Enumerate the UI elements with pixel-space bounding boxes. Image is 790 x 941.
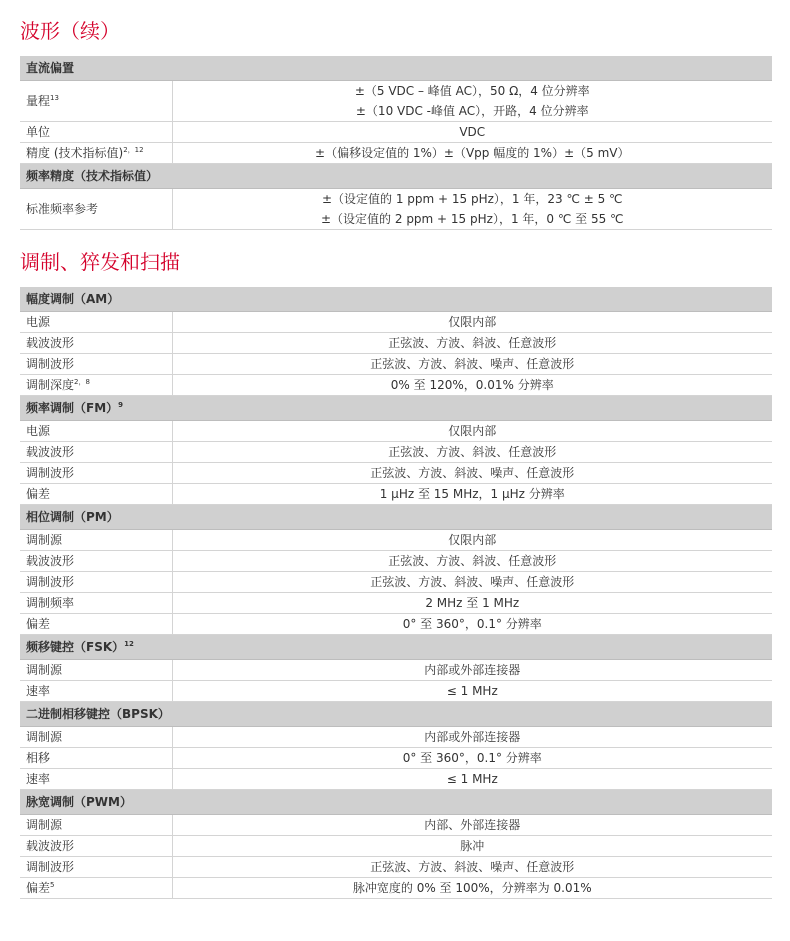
group-header-row	[20, 505, 772, 530]
spec-row	[20, 189, 772, 230]
group-header-text: 二进制相移键控（BPSK）	[26, 707, 170, 721]
footnote-ref: 2，12	[123, 146, 144, 154]
spec-row	[20, 660, 772, 681]
spec-row	[20, 681, 772, 702]
spec-label-text: 量程	[26, 94, 51, 108]
spec-label	[20, 375, 172, 396]
spec-label-text: 偏差	[26, 617, 51, 631]
group-header-row	[20, 396, 772, 421]
spec-row	[20, 81, 772, 122]
group-header-row	[20, 164, 772, 189]
footnote-ref: 9	[118, 401, 124, 409]
spec-value	[172, 572, 772, 593]
group-header	[20, 702, 772, 727]
spec-label-text: 相移	[26, 751, 51, 765]
spec-value	[172, 354, 772, 375]
spec-value-line: 正弦波、方波、斜波、任意波形	[388, 336, 557, 350]
spec-value	[172, 122, 772, 143]
group-header-row	[20, 635, 772, 660]
group-header-text: 相位调制（PM）	[26, 510, 119, 524]
spec-label	[20, 421, 172, 442]
spec-value	[172, 815, 772, 836]
spec-label	[20, 748, 172, 769]
spec-value-line: ±（偏移设定值的 1%）±（Vpp 幅度的 1%）±（5 mV）	[315, 146, 630, 160]
spec-label-text: 调制源	[26, 533, 63, 547]
spec-value	[172, 463, 772, 484]
spec-label	[20, 530, 172, 551]
spec-label-text: 标准频率参考	[26, 202, 99, 216]
group-header-text: 脉宽调制（PWM）	[26, 795, 132, 809]
spec-label-text: 电源	[26, 315, 51, 329]
spec-label	[20, 614, 172, 635]
spec-value	[172, 660, 772, 681]
spec-label-text: 载波波形	[26, 839, 75, 853]
footnote-ref: 5	[50, 881, 55, 889]
spec-value-line: 0% 至 120%，0.01% 分辨率	[390, 378, 554, 392]
group-header	[20, 790, 772, 815]
spec-row	[20, 143, 772, 164]
spec-row	[20, 463, 772, 484]
spec-row	[20, 530, 772, 551]
spec-value	[172, 81, 772, 122]
spec-label-text: 调制源	[26, 730, 63, 744]
spec-value	[172, 593, 772, 614]
spec-value	[172, 836, 772, 857]
spec-row	[20, 354, 772, 375]
spec-value	[172, 727, 772, 748]
spec-value	[172, 551, 772, 572]
spec-value-line: 仅限内部	[448, 315, 497, 329]
spec-label	[20, 463, 172, 484]
spec-row	[20, 769, 772, 790]
spec-value	[172, 375, 772, 396]
spec-label	[20, 333, 172, 354]
spec-value-line: ±（设定值的 2 ppm + 15 pHz），1 年，0 ℃ 至 55 ℃	[321, 212, 624, 226]
spec-value-line: 仅限内部	[448, 533, 497, 547]
spec-label-text: 速率	[26, 684, 51, 698]
group-header-text: 直流偏置	[26, 61, 75, 75]
group-header-row	[20, 790, 772, 815]
spec-value	[172, 484, 772, 505]
spec-label	[20, 442, 172, 463]
spec-value-line: 0° 至 360°，0.1° 分辨率	[402, 751, 542, 765]
group-header-row	[20, 702, 772, 727]
spec-label-text: 调制波形	[26, 575, 75, 589]
spec-value	[172, 333, 772, 354]
spec-row	[20, 122, 772, 143]
spec-label	[20, 312, 172, 333]
spec-label-text: 载波波形	[26, 336, 75, 350]
spec-row	[20, 614, 772, 635]
spec-value	[172, 442, 772, 463]
spec-value	[172, 614, 772, 635]
spec-value-line: 正弦波、方波、斜波、噪声、任意波形	[370, 575, 575, 589]
group-header	[20, 505, 772, 530]
spec-label	[20, 769, 172, 790]
spec-label-text: 电源	[26, 424, 51, 438]
spec-value-line: 0° 至 360°，0.1° 分辨率	[402, 617, 542, 631]
spec-label-text: 调制波形	[26, 357, 75, 371]
spec-value-line: 2 MHz 至 1 MHz	[425, 596, 520, 610]
spec-value-line: 正弦波、方波、斜波、噪声、任意波形	[370, 357, 575, 371]
group-header	[20, 396, 772, 421]
group-header	[20, 164, 772, 189]
spec-label	[20, 122, 172, 143]
spec-label	[20, 593, 172, 614]
spec-value-line: ≤ 1 MHz	[446, 772, 498, 786]
spec-label-text: 偏差	[26, 881, 51, 895]
spec-row	[20, 375, 772, 396]
spec-value-line: ±（5 VDC – 峰值 AC），50 Ω，4 位分辨率	[354, 84, 590, 98]
spec-row	[20, 442, 772, 463]
spec-row	[20, 815, 772, 836]
spec-label	[20, 572, 172, 593]
spec-value-line: 内部或外部连接器	[424, 663, 521, 677]
section-title-modulation: 调制、猝发和扫描	[20, 250, 180, 274]
spec-value	[172, 748, 772, 769]
spec-value-line: ≤ 1 MHz	[446, 684, 498, 698]
group-header-row	[20, 287, 772, 312]
spec-label-text: 调制深度	[26, 378, 75, 392]
spec-value-line: 正弦波、方波、斜波、噪声、任意波形	[370, 466, 575, 480]
spec-label	[20, 81, 172, 122]
spec-label-text: 精度 (技术指标值)	[26, 146, 124, 160]
spec-value	[172, 312, 772, 333]
footnote-ref: 12	[124, 640, 134, 648]
spec-label-text: 载波波形	[26, 445, 75, 459]
section-title-waveform: 波形（续）	[20, 19, 120, 43]
spec-label-text: 调制波形	[26, 860, 75, 874]
spec-value-line: ±（设定值的 1 ppm + 15 pHz），1 年，23 ℃ ± 5 ℃	[321, 192, 623, 206]
spec-label	[20, 836, 172, 857]
spec-label	[20, 878, 172, 899]
spec-row	[20, 551, 772, 572]
footnote-ref: 13	[50, 94, 59, 102]
spec-label	[20, 189, 172, 230]
footnote-ref: 2，8	[74, 378, 90, 386]
spec-value-line: VDC	[459, 125, 486, 139]
spec-row	[20, 484, 772, 505]
spec-row	[20, 727, 772, 748]
spec-value	[172, 857, 772, 878]
spec-value	[172, 769, 772, 790]
group-header-text: 频率调制（FM）	[26, 401, 119, 415]
spec-value-line: 脉冲宽度的 0% 至 100%，分辨率为 0.01%	[352, 881, 592, 895]
group-header	[20, 635, 772, 660]
spec-label-text: 调制源	[26, 818, 63, 832]
spec-label	[20, 857, 172, 878]
spec-row	[20, 312, 772, 333]
spec-label	[20, 551, 172, 572]
spec-value-line: 内部、外部连接器	[424, 818, 521, 832]
spec-row	[20, 748, 772, 769]
spec-label	[20, 681, 172, 702]
spec-value-line: 正弦波、方波、斜波、任意波形	[388, 445, 557, 459]
spec-row	[20, 593, 772, 614]
spec-row	[20, 333, 772, 354]
spec-label-text: 调制波形	[26, 466, 75, 480]
spec-value	[172, 878, 772, 899]
spec-value-line: 正弦波、方波、斜波、任意波形	[388, 554, 557, 568]
spec-value-line: ±（10 VDC -峰值 AC），开路，4 位分辨率	[355, 104, 589, 118]
spec-value-line: 1 μHz 至 15 MHz，1 μHz 分辨率	[379, 487, 565, 501]
group-header-text: 频率精度（技术指标值）	[26, 169, 159, 183]
spec-row	[20, 878, 772, 899]
spec-value-line: 脉冲	[460, 839, 485, 853]
spec-value	[172, 421, 772, 442]
spec-row	[20, 857, 772, 878]
spec-label-text: 单位	[26, 125, 51, 139]
spec-label	[20, 143, 172, 164]
group-header	[20, 56, 772, 81]
spec-row	[20, 421, 772, 442]
spec-value	[172, 143, 772, 164]
spec-value-line: 仅限内部	[448, 424, 497, 438]
group-header-text: 频移键控（FSK）	[26, 640, 125, 654]
spec-label	[20, 727, 172, 748]
spec-label-text: 速率	[26, 772, 51, 786]
spec-label-text: 载波波形	[26, 554, 75, 568]
spec-label-text: 调制频率	[26, 596, 75, 610]
spec-label-text: 调制源	[26, 663, 63, 677]
group-header-row	[20, 56, 772, 81]
spec-label	[20, 484, 172, 505]
spec-value-line: 正弦波、方波、斜波、噪声、任意波形	[370, 860, 575, 874]
spec-value	[172, 681, 772, 702]
spec-label	[20, 660, 172, 681]
spec-label	[20, 815, 172, 836]
spec-table-waveform	[20, 56, 772, 230]
spec-row	[20, 572, 772, 593]
spec-value	[172, 189, 772, 230]
spec-label-text: 偏差	[26, 487, 51, 501]
spec-value	[172, 530, 772, 551]
spec-table-modulation	[20, 287, 772, 899]
group-header	[20, 287, 772, 312]
spec-value-line: 内部或外部连接器	[424, 730, 521, 744]
group-header-text: 幅度调制（AM）	[26, 292, 120, 306]
spec-label	[20, 354, 172, 375]
spec-row	[20, 836, 772, 857]
